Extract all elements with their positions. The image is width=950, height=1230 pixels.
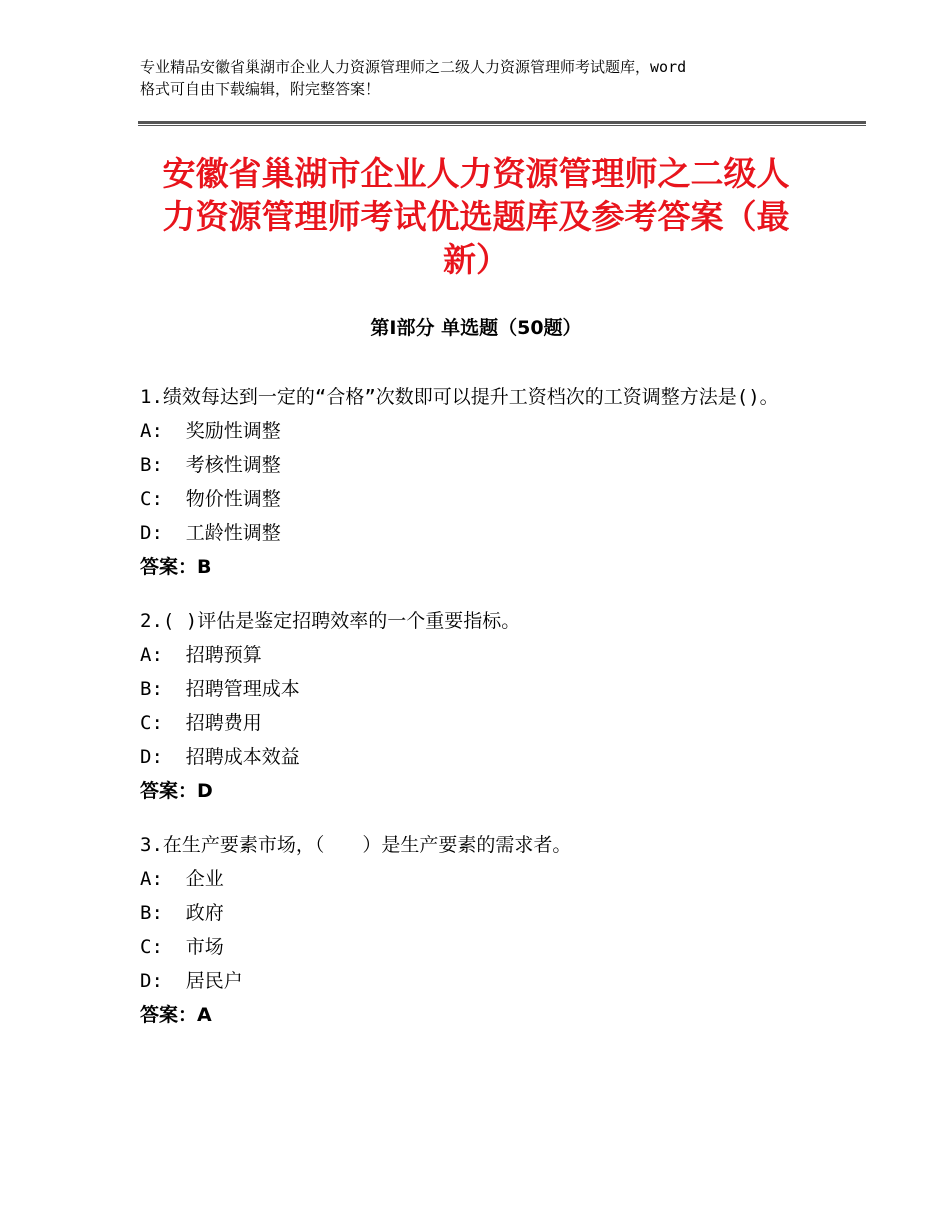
header-divider-thick: [138, 121, 866, 124]
question-3: [140, 828, 812, 1032]
document-title-line-1: 安徽省巢湖市企业人力资源管理师之二级人: [162, 154, 790, 193]
question-option-d: D: 工龄性调整: [140, 522, 281, 544]
question-option-a: A: 奖励性调整: [140, 420, 281, 442]
question-option-c: C: 物价性调整: [140, 488, 281, 510]
section-heading: 第Ⅰ部分 单选题（50题）: [370, 317, 582, 339]
header-note-line-2: 格式可自由下载编辑，附完整答案！: [140, 80, 381, 98]
question-option-b: B: 招聘管理成本: [140, 678, 300, 700]
header-note: [140, 56, 830, 100]
question-option-c: C: 市场: [140, 936, 224, 958]
question-option-b: B: 政府: [140, 902, 224, 924]
question-option-a: A: 招聘预算: [140, 644, 262, 666]
header-note-line-1: 专业精品安徽省巢湖市企业人力资源管理师之二级人力资源管理师考试题库，word: [140, 58, 687, 76]
question-option-d: D: 招聘成本效益: [140, 746, 300, 768]
question-2: [140, 604, 812, 808]
question-stem: 1.绩效每达到一定的“合格”次数即可以提升工资档次的工资调整方法是()。: [140, 386, 779, 408]
question-option-b: B: 考核性调整: [140, 454, 281, 476]
document-title-line-2: 力资源管理师考试优选题库及参考答案（最: [162, 197, 790, 236]
header-divider-thin: [138, 125, 866, 126]
document-title-line-3: 新）: [443, 240, 509, 279]
question-answer: 答案：A: [140, 1004, 212, 1026]
question-answer: 答案：B: [140, 556, 212, 578]
document-title: [140, 152, 812, 281]
question-option-c: C: 招聘费用: [140, 712, 262, 734]
question-stem: 2.( )评估是鉴定招聘效率的一个重要指标。: [140, 610, 521, 632]
question-option-a: A: 企业: [140, 868, 224, 890]
question-list: [140, 380, 812, 1052]
question-stem: 3.在生产要素市场，（ ）是生产要素的需求者。: [140, 834, 572, 856]
question-answer: 答案：D: [140, 780, 213, 802]
question-1: [140, 380, 812, 584]
question-option-d: D: 居民户: [140, 970, 243, 992]
